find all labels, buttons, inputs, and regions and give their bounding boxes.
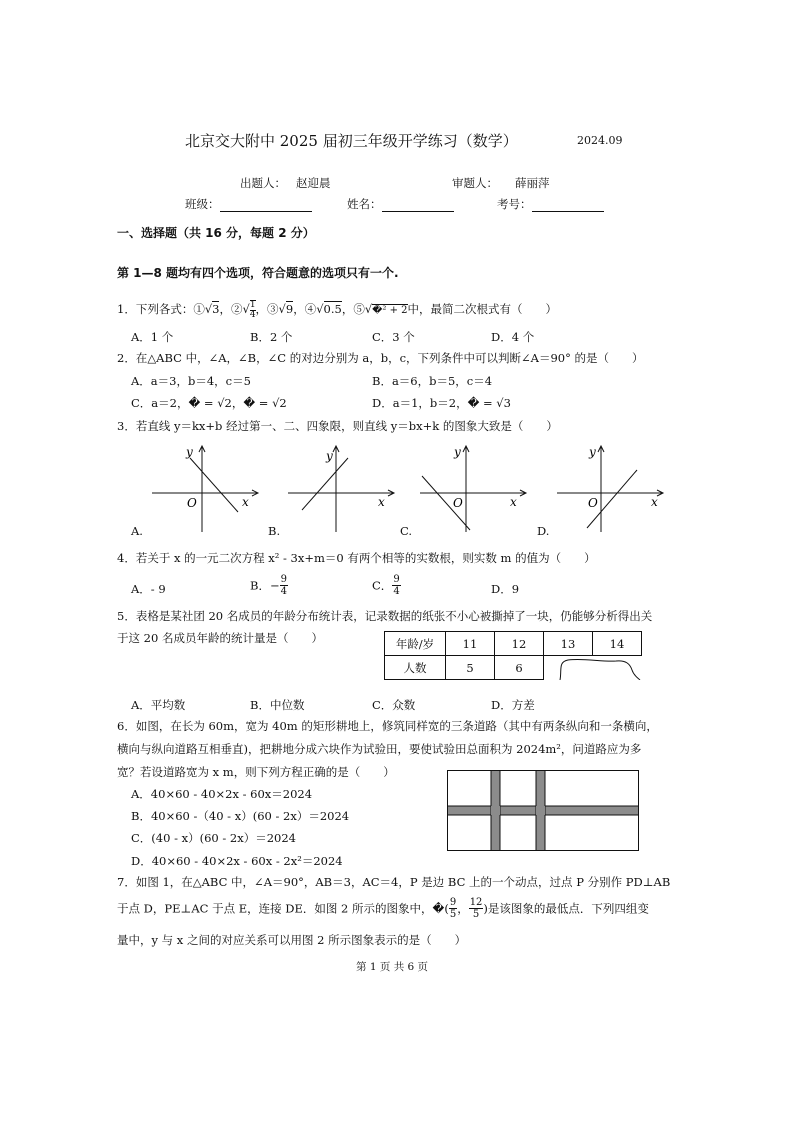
q5-option-d[interactable]: D．方差 bbox=[491, 698, 535, 712]
setter-label: 出题人： bbox=[240, 176, 286, 190]
table-cell: 年龄/岁 bbox=[385, 632, 446, 656]
q3c-x-label: x bbox=[510, 495, 517, 509]
page-footer: 第 1 页 共 6 页 bbox=[356, 961, 429, 973]
question-4-stem: 4．若关于 x 的一元二次方程 x² - 3x+m＝0 有两个相等的实数根，则实数 m 的值为（ ） bbox=[117, 551, 596, 565]
q3-graph-d[interactable] bbox=[555, 440, 667, 536]
q3d-x-label: x bbox=[651, 495, 658, 509]
q4-option-d[interactable]: D．9 bbox=[491, 582, 520, 596]
table-cell: 人数 bbox=[385, 656, 446, 680]
q3a-x-label: x bbox=[242, 495, 249, 509]
table-cell: 6 bbox=[495, 656, 544, 680]
q5-option-c[interactable]: C．众数 bbox=[372, 698, 416, 712]
reviewer-name: 薛丽萍 bbox=[515, 176, 550, 190]
q3d-origin-label: O bbox=[588, 496, 598, 510]
q4-option-c[interactable]: C． $\frac{9}{4}$ bbox=[372, 574, 400, 597]
q6-option-b[interactable]: B．40×60 -（40 - x）(60 - 2x）＝2024 bbox=[131, 809, 350, 823]
question-2-stem: 2．在△ABC 中，∠A，∠B，∠C 的对边分别为 a，b，c，下列条件中可以判断∠A＝90° 的是（ ） bbox=[117, 351, 644, 365]
q3-letter-c: C. bbox=[400, 524, 413, 538]
table-cell: 5 bbox=[446, 656, 495, 680]
name-label: 姓名： bbox=[347, 197, 382, 211]
table-row bbox=[385, 656, 642, 680]
torn-paper-edge bbox=[544, 656, 641, 680]
q3-letter-d: D. bbox=[537, 524, 550, 538]
road-field-figure bbox=[447, 770, 639, 851]
question-7-line2: 于点 D，PE⊥AC 于点 E，连接 DE．如图 2 所示的图象中，�( $\frac{9}{5}$ ， $\frac{12}{5}$ )是该图象的最低点．下列四组变 bbox=[117, 897, 649, 920]
question-5-stem-line2: 于这 20 名成员年龄的统计量是（ ） bbox=[117, 631, 323, 645]
exam-date: 2024.09 bbox=[577, 134, 623, 147]
question-7-line3: 量中，y 与 x 之间的对应关系可以用图 2 所示图象表示的是（ ） bbox=[117, 933, 467, 947]
q1-option-d[interactable]: D．4 个 bbox=[491, 330, 535, 344]
class-label: 班级： bbox=[185, 197, 220, 211]
q4-option-a[interactable]: A．- 9 bbox=[131, 582, 166, 596]
q3b-y-label: y bbox=[326, 449, 333, 463]
setter-name: 赵迎晨 bbox=[296, 176, 331, 190]
q3-graph-b[interactable] bbox=[286, 440, 398, 536]
q1-option-b[interactable]: B．2 个 bbox=[250, 330, 293, 344]
number-blank[interactable] bbox=[532, 199, 604, 212]
q1-option-a[interactable]: A．1 个 bbox=[131, 330, 174, 344]
q3-letter-a: A. bbox=[131, 524, 143, 538]
reviewer-label: 审题人： bbox=[452, 176, 498, 190]
q1-option-c[interactable]: C．3 个 bbox=[372, 330, 415, 344]
question-6-line1: 6．如图，在长为 60m，宽为 40m 的矩形耕地上，修筑同样宽的三条道路（其中有两条纵向和一条横向， bbox=[117, 719, 658, 733]
name-field bbox=[347, 196, 454, 212]
q2-option-c[interactable]: C．a＝2，� = √2，� = √2 bbox=[131, 396, 287, 410]
section-heading: 一、选择题（共 16 分，每题 2 分） bbox=[117, 226, 315, 240]
q2-option-d[interactable]: D．a＝1，b＝2，� = √3 bbox=[372, 396, 511, 410]
age-table bbox=[384, 631, 642, 680]
q3-graph-a[interactable] bbox=[150, 440, 262, 536]
q3c-origin-label: O bbox=[453, 496, 463, 510]
question-7-line1: 7．如图 1，在△ABC 中，∠A＝90°，AB＝3，AC＝4，P 是边 BC 上的一个动点，过点 P 分别作 PD⊥AB bbox=[117, 875, 671, 889]
q3c-y-label: y bbox=[454, 445, 461, 459]
class-blank[interactable] bbox=[220, 199, 312, 212]
section-instruction: 第 1—8 题均有四个选项，符合题意的选项只有一个. bbox=[117, 266, 399, 280]
q3-letter-b: B. bbox=[268, 524, 281, 538]
question-1-stem: 1．下列各式：①√3，②√ $\frac{1}{4}$ ，③√9，④√0.5，⑤√�² + 2中，最简二次根式有（ ） bbox=[117, 300, 558, 320]
number-field bbox=[497, 196, 604, 212]
q6-option-c[interactable]: C．(40 - x）(60 - 2x）＝2024 bbox=[131, 831, 296, 845]
table-cell: 13 bbox=[544, 632, 593, 656]
table-row bbox=[385, 632, 642, 656]
name-blank[interactable] bbox=[382, 199, 454, 212]
exam-title: 北京交大附中 2025 届初三年级开学练习（数学） bbox=[185, 132, 518, 150]
q2-option-a[interactable]: A．a＝3，b＝4，c＝5 bbox=[131, 374, 251, 388]
q3d-y-label: y bbox=[589, 445, 596, 459]
torn-cell bbox=[544, 656, 642, 680]
question-6-line2: 横向与纵向道路互相垂直)，把耕地分成六块作为试验田，要使试验田总面积为 2024m²，问道路应为多 bbox=[117, 742, 642, 756]
q2-option-b[interactable]: B．a＝6，b＝5，c＝4 bbox=[372, 374, 493, 388]
q3b-x-label: x bbox=[378, 495, 385, 509]
number-label: 考号： bbox=[497, 197, 532, 211]
question-5-stem-line1: 5．表格是某社团 20 名成员的年龄分布统计表，记录数据的纸张不小心被撕掉了一块，仍能够分析得出关 bbox=[117, 609, 653, 623]
table-cell: 12 bbox=[495, 632, 544, 656]
q3a-origin-label: O bbox=[187, 496, 197, 510]
question-6-line3: 宽？若设道路宽为 x m，则下列方程正确的是（ ） bbox=[117, 765, 395, 779]
q5-option-b[interactable]: B．中位数 bbox=[250, 698, 305, 712]
q3a-y-label: y bbox=[186, 445, 193, 459]
q5-option-a[interactable]: A．平均数 bbox=[131, 698, 186, 712]
table-cell: 11 bbox=[446, 632, 495, 656]
question-3-stem: 3．若直线 y＝kx+b 经过第一、二、四象限，则直线 y＝bx+k 的图象大致是（ ） bbox=[117, 419, 558, 433]
q6-option-a[interactable]: A．40×60 - 40×2x - 60x＝2024 bbox=[131, 787, 313, 801]
q6-option-d[interactable]: D．40×60 - 40×2x - 60x - 2x²＝2024 bbox=[131, 854, 343, 868]
class-field bbox=[185, 196, 312, 212]
table-cell: 14 bbox=[593, 632, 642, 656]
q4-option-b[interactable]: B．− $\frac{9}{4}$ bbox=[250, 574, 287, 597]
q3-graph-c[interactable] bbox=[418, 440, 530, 536]
